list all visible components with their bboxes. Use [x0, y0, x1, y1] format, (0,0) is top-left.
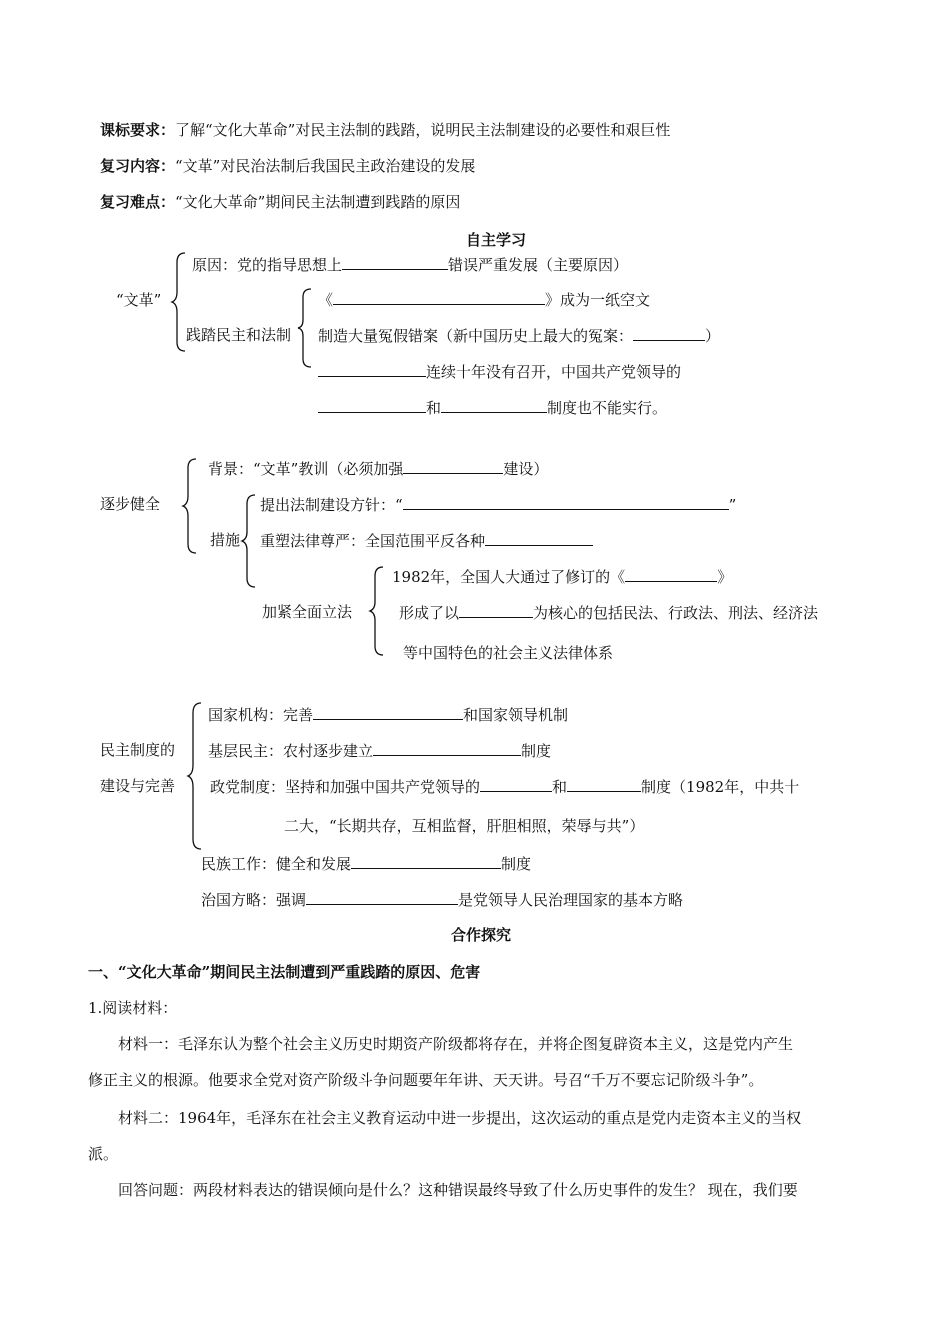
s1-item-4-blank-2[interactable]	[441, 398, 547, 413]
self-study-title: 自主学习	[466, 231, 527, 249]
s2-leg-2	[399, 603, 818, 622]
s3-item-e-text-b: 是党领导人民治理国家的基本方略	[458, 891, 684, 909]
s1-cause-text-b: 错误严重发展（主要原因）	[448, 256, 629, 274]
s2-brace-main	[183, 458, 197, 554]
material-2-line-1: 材料二：1964年，毛泽东在社会主义教育运动中进一步提出，这次运动的重点是党内走资本主义的当权	[118, 1109, 802, 1127]
s3-item-b-text-b: 制度	[521, 742, 552, 760]
s1-cause-text-a: 原因：党的指导思想上	[192, 256, 343, 274]
material-2-line-2: 派。	[88, 1145, 119, 1163]
s2-legislation-label: 加紧全面立法	[262, 603, 353, 621]
course-requirement-label: 课标要求：	[100, 121, 176, 139]
s2-leg-2-text-b: 为核心的包括民法、行政法、刑法、经济法	[533, 604, 819, 622]
s2-background-blank[interactable]	[403, 459, 503, 474]
s2-measure-2-blank[interactable]	[485, 531, 593, 546]
s1-item-4-text-a: 和	[426, 399, 442, 417]
material-1-line-1: 材料一：毛泽东认为整个社会主义历史时期资产阶级都将存在，并将企图复辟资本主义，这是党内产生	[118, 1035, 794, 1053]
s3-item-c-text-b: 和	[552, 778, 568, 796]
question-1-label: 1.阅读材料：	[88, 999, 178, 1017]
s2-root-label: 逐步健全	[100, 495, 161, 513]
s2-measure-1-blank[interactable]	[403, 495, 729, 510]
s3-item-d-text-b: 制度	[501, 855, 532, 873]
s1-item-4	[318, 398, 667, 417]
s3-item-e-text-a: 治国方略：强调	[201, 891, 307, 909]
s3-item-a-text-b: 和国家领导机制	[463, 706, 569, 724]
s1-item-2	[318, 326, 720, 345]
s1-cause-blank[interactable]	[342, 255, 448, 270]
s1-item-1-blank[interactable]	[333, 290, 545, 305]
review-difficulty-label: 复习难点：	[100, 193, 176, 211]
review-content-text: “文革”对民治法制后我国民主政治建设的发展	[175, 157, 476, 175]
s3-root-label-1: 民主制度的	[100, 741, 176, 759]
cooperation-title: 合作探究	[451, 926, 512, 944]
s1-item-1	[318, 290, 650, 309]
s3-item-c-continued: 二大，“长期共存，互相监督，肝胆相照，荣辱与共”）	[284, 817, 645, 835]
s2-leg-1-blank[interactable]	[625, 567, 717, 582]
s1-item-2-blank[interactable]	[633, 326, 705, 341]
course-requirement	[100, 121, 670, 139]
answer-prompt: 回答问题：两段材料表达的错误倾向是什么？这种错误最终导致了什么历史事件的发生？ 现在，我们要	[118, 1181, 798, 1199]
s2-leg-1-text-a: 1982年，全国人大通过了修订的《	[392, 568, 626, 586]
s2-leg-2-blank[interactable]	[459, 603, 533, 618]
s2-background-text-a: 背景：“文革”教训（必须加强	[208, 460, 404, 478]
s3-root-label-2: 建设与完善	[100, 777, 176, 795]
s3-item-a	[208, 705, 568, 724]
s3-item-c-blank-2[interactable]	[567, 777, 641, 792]
s1-brace-main	[172, 252, 186, 352]
s2-measure-1-text-a: 提出法制建设方针：“	[260, 496, 403, 514]
s1-item-3	[318, 362, 681, 381]
s1-root-label: “文革”	[116, 291, 162, 309]
s2-background-text-b: 建设）	[503, 460, 549, 478]
review-difficulty	[100, 193, 460, 211]
s2-measures-label: 措施	[210, 531, 241, 549]
s1-item-1-text-a: 《	[318, 291, 334, 309]
s2-leg-1-text-b: 》	[717, 568, 733, 586]
s3-item-b-text-a: 基层民主：农村逐步建立	[208, 742, 374, 760]
s3-item-e	[201, 890, 683, 909]
s3-item-b-blank[interactable]	[373, 741, 521, 756]
s1-item-2-text-a: 制造大量冤假错案（新中国历史上最大的冤案：	[318, 327, 634, 345]
s2-background	[208, 459, 548, 478]
s2-measure-2	[260, 531, 593, 550]
s3-item-c-blank-1[interactable]	[480, 777, 552, 792]
s2-leg-1	[392, 567, 732, 586]
s2-leg-2-text-a: 形成了以	[399, 604, 460, 622]
s2-brace-legislation	[370, 566, 384, 656]
s3-item-b	[208, 741, 551, 760]
s1-cause	[192, 255, 628, 274]
s1-item-2-text-b: ）	[705, 327, 721, 345]
s1-item-1-text-b: 》成为一纸空文	[545, 291, 651, 309]
s3-brace-main	[188, 702, 202, 850]
s1-item-4-blank-1[interactable]	[318, 398, 426, 413]
s3-item-d-blank[interactable]	[351, 854, 501, 869]
s2-brace-measures	[242, 494, 256, 588]
cooperation-heading: 一、“文化大革命”期间民主法制遭到严重践踏的原因、危害	[88, 963, 481, 981]
course-requirement-text: 了解“文化大革命”对民主法制的践踏，说明民主法制建设的必要性和艰巨性	[175, 121, 671, 139]
s3-item-e-blank[interactable]	[306, 890, 458, 905]
material-1-line-2: 修正主义的根源。他要求全党对资产阶级斗争问题要年年讲、天天讲。号召“千万不要忘记阶级斗争”。	[88, 1071, 764, 1089]
s3-item-d-text-a: 民族工作：健全和发展	[201, 855, 352, 873]
s3-item-c-text-c: 制度（1982年，中共十	[641, 778, 800, 796]
s3-item-a-text-a: 国家机构：完善	[208, 706, 314, 724]
s2-leg-3: 等中国特色的社会主义法律体系	[403, 644, 614, 662]
s1-brace-sub	[298, 288, 312, 368]
s1-item-3-blank[interactable]	[318, 362, 426, 377]
review-content	[100, 157, 475, 175]
s2-measure-1	[260, 495, 736, 514]
s2-measure-2-text: 重塑法律尊严：全国范围平反各种	[260, 532, 486, 550]
review-content-label: 复习内容：	[100, 157, 176, 175]
s3-item-d	[201, 854, 531, 873]
s1-item-3-text: 连续十年没有召开，中国共产党领导的	[426, 363, 682, 381]
s1-trample-label: 践踏民主和法制	[186, 326, 292, 344]
s3-item-a-blank[interactable]	[313, 705, 463, 720]
s3-item-c-text-a: 政党制度：坚持和加强中国共产党领导的	[210, 778, 481, 796]
s2-measure-1-text-b: ”	[728, 496, 737, 514]
s3-item-c	[210, 777, 799, 796]
review-difficulty-text: “文化大革命”期间民主法制遭到践踏的原因	[175, 193, 461, 211]
s1-item-4-text-b: 制度也不能实行。	[547, 399, 668, 417]
